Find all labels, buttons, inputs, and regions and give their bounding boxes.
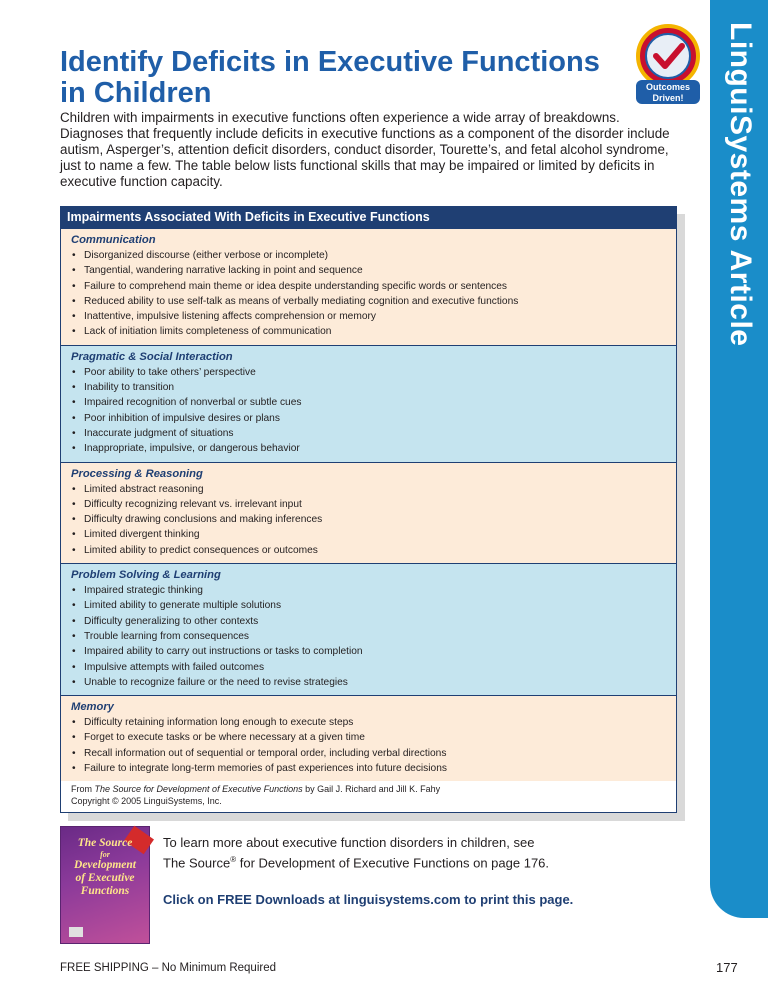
section-title: Pragmatic & Social Interaction xyxy=(71,350,233,363)
list-item: • Poor ability to take others’ perspective xyxy=(71,365,666,380)
section-title: Communication xyxy=(71,234,156,246)
list-item: • Limited ability to generate multiple solutions xyxy=(71,598,666,613)
section-processing-reasoning xyxy=(61,462,676,563)
list-item: • Limited ability to predict consequences or outcomes xyxy=(71,543,666,558)
learn-more-line1: To learn more about executive function disorders in children, see xyxy=(163,835,535,850)
impairments-table xyxy=(60,206,677,813)
list-item: • Unable to recognize failure or the need to revise strategies xyxy=(71,675,666,690)
outcomes-driven-badge xyxy=(632,24,704,106)
section-pragmatic-social xyxy=(61,345,676,462)
list-item: • Inattentive, impulsive listening affects comprehension or memory xyxy=(71,309,666,324)
list-item: • Difficulty drawing conclusions and making inferences xyxy=(71,512,666,527)
list-item: • Tangential, wandering narrative lacking in point and sequence xyxy=(71,263,666,278)
list-item: • Inappropriate, impulsive, or dangerous behavior xyxy=(71,441,666,456)
book-line: Functions xyxy=(80,885,130,897)
section-communication xyxy=(61,228,676,345)
list-item: • Trouble learning from consequences xyxy=(71,629,666,644)
list-item: • Difficulty retaining information long enough to execute steps xyxy=(71,715,666,730)
list-item: • Impaired recognition of nonverbal or subtle cues xyxy=(71,395,666,410)
intro-paragraph: Children with impairments in executive functions often experience a wide array of breakdowns. Diagnoses that frequently include deficits in executive functions as a component of the disorder include autism, Asperger’s, attention deficit disorders, conduct disorder, Tourette’s, and fetal alcohol syndrome, just to name a few. The table below lists functional skills that may be impaired or limited by deficits in executive function capacity. xyxy=(60,110,670,189)
list-item: • Impaired strategic thinking xyxy=(71,583,666,598)
free-downloads-link[interactable]: Click on FREE Downloads at linguisystems.com to print this page. xyxy=(163,892,574,907)
list-item: • Difficulty recognizing relevant vs. irrelevant input xyxy=(71,497,666,512)
book-line: The Source xyxy=(77,837,133,849)
book-line: for xyxy=(100,850,110,859)
learn-more-source: The Source xyxy=(163,855,231,871)
badge-line1: Outcomes xyxy=(645,82,691,92)
badge-line2: Driven! xyxy=(652,93,684,103)
list-item: • Recall information out of sequential or temporal order, including verbal directions xyxy=(71,746,666,761)
book-line: Development xyxy=(74,859,136,871)
registered-mark: ® xyxy=(230,855,237,864)
section-title: Problem Solving & Learning xyxy=(71,569,221,582)
credit-book-title: The Source for Development of Executive Functions xyxy=(94,784,303,795)
list-item: • Lack of initiation limits completeness of communication xyxy=(71,324,666,339)
list-item: • Failure to comprehend main theme or idea despite understanding specific words or sentences xyxy=(71,279,666,294)
credit-authors: by Gail J. Richard and Jill K. Fahy xyxy=(302,784,441,795)
table-header: Impairments Associated With Deficits in Executive Functions xyxy=(61,207,676,228)
list-item: • Disorganized discourse (either verbose or incomplete) xyxy=(71,248,666,263)
learn-more-text xyxy=(163,834,683,871)
list-item: • Impulsive attempts with failed outcomes xyxy=(71,660,666,675)
list-item: • Poor inhibition of impulsive desires or plans xyxy=(71,411,666,426)
footer-shipping: FREE SHIPPING – No Minimum Required xyxy=(60,962,277,974)
book-cover-image[interactable] xyxy=(60,826,150,944)
book-line: of Executive xyxy=(75,872,135,884)
section-problem-solving xyxy=(61,563,676,695)
list-item: • Reduced ability to use self-talk as means of verbally mediating cognition and executive functions xyxy=(71,294,666,309)
publisher-logo-icon xyxy=(69,927,83,937)
list-item: • Failure to integrate long-term memories of past experiences into future decisions xyxy=(71,761,666,776)
section-title: Processing & Reasoning xyxy=(71,467,203,480)
section-title: Memory xyxy=(71,701,114,714)
list-item: • Difficulty generalizing to other contexts xyxy=(71,614,666,629)
page-number: 177 xyxy=(716,960,738,975)
list-item: • Limited divergent thinking xyxy=(71,527,666,542)
section-memory xyxy=(61,695,676,781)
page-title: Identify Deficits in Executive Functions in Children xyxy=(60,46,600,109)
learn-more-line2: for Development of Executive Functions on page 176. xyxy=(236,855,550,871)
side-tab-label: LinguiSystems Article xyxy=(724,22,757,347)
list-item: • Inaccurate judgment of situations xyxy=(71,426,666,441)
table-credit xyxy=(61,781,676,812)
list-item: • Impaired ability to carry out instructions or tasks to completion xyxy=(71,644,666,659)
credit-copyright: Copyright © 2005 LinguiSystems, Inc. xyxy=(71,795,222,806)
list-item: • Limited abstract reasoning xyxy=(71,482,666,497)
list-item: • Forget to execute tasks or be where necessary at a given time xyxy=(71,730,666,745)
credit-from: From xyxy=(71,784,95,795)
list-item: • Inability to transition xyxy=(71,380,666,395)
